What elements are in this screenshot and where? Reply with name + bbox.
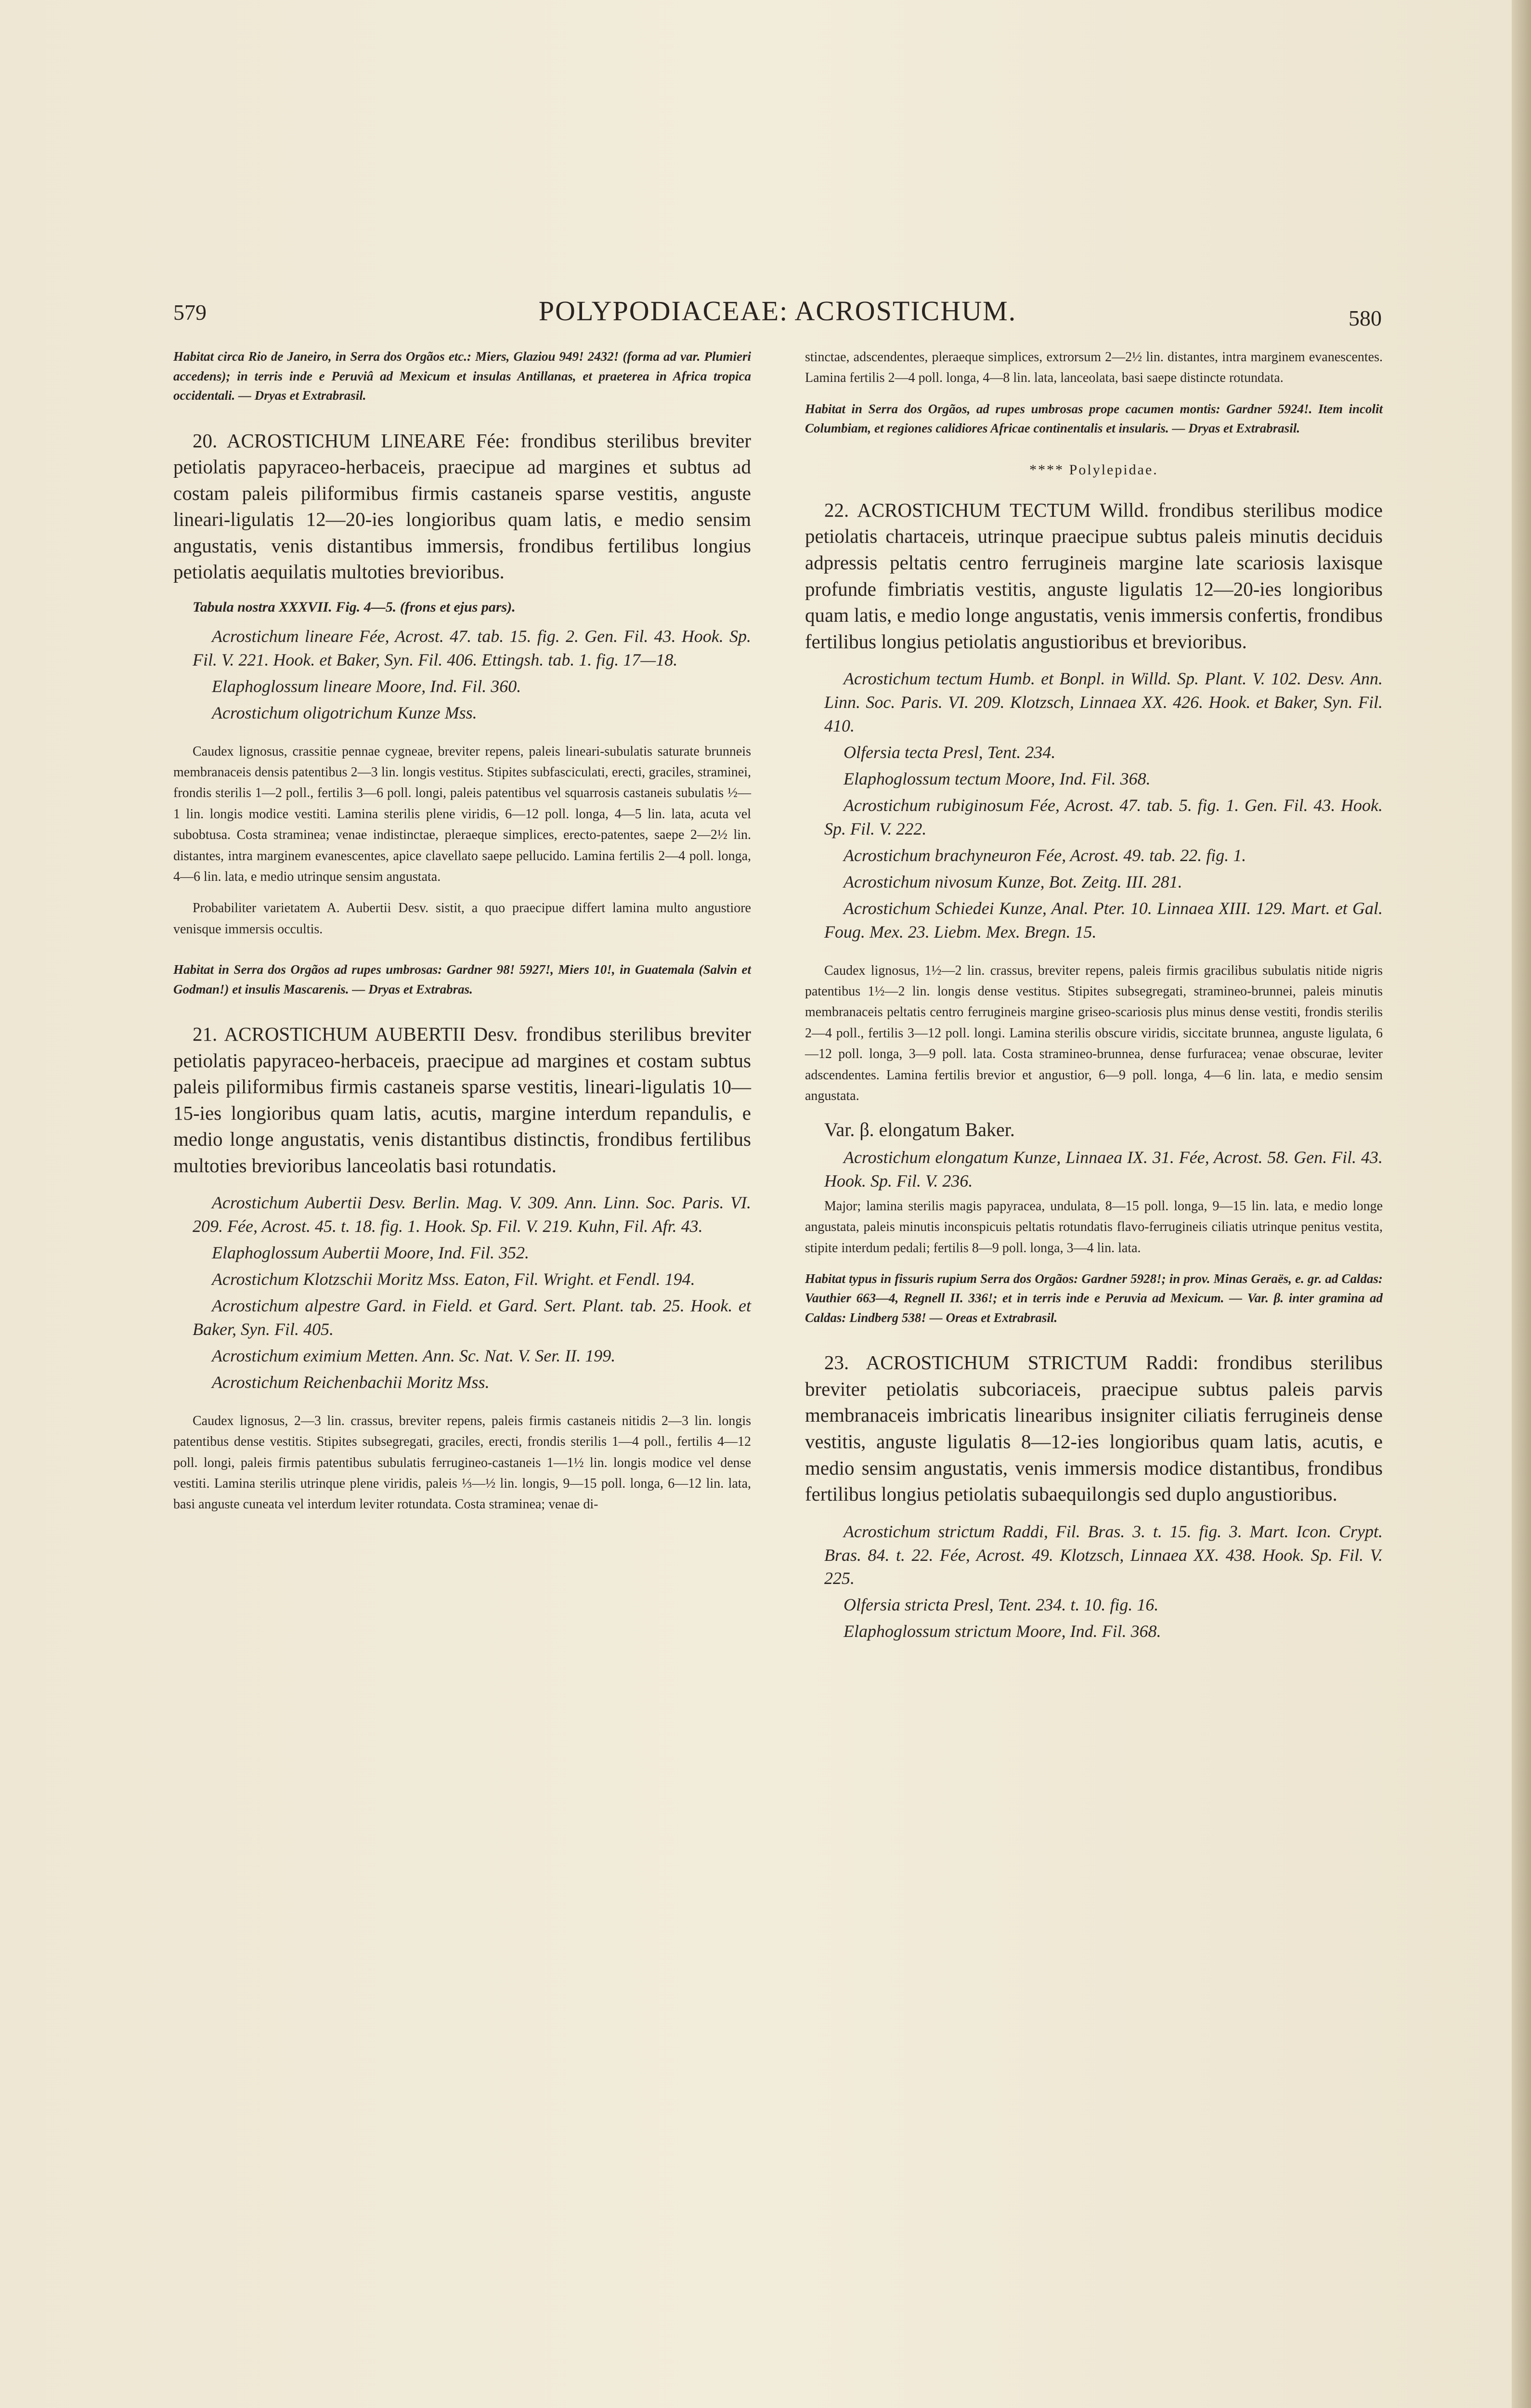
- synonym-entry: Acrostichum oligotrichum Kunze Mss.: [212, 703, 477, 722]
- page-title: POLYPODIACEAE: ACROSTICHUM.: [538, 295, 1017, 327]
- species-22-description: Caudex lignosus, 1½—2 lin. crassus, breviter repens, paleis firmis gracilibus subulatis nitide nigris patentibus 1½—2 lin. longis dense vestitus. Stipites subsegregati, stramineo-brunnei, paleis minutis membranaceis peltatis centro ferrugineis margine griseo-scariosis plus minus dense vestiti, frondis sterilis 2—4 poll., fertilis 3—12 poll. longi. Lamina sterilis obscure viridis, siccitate brunnea, anguste ligulata, 6—12 poll. longa, 3—9 poll. lata. Costa stramineo-brunnea, dense furfuracea; venae obscurae, leviter adscendentes. Lamina fertilis brevior et angustior, 6—9 poll. longa, 4—6 lin. lata, e medio sensim angustata.: [805, 963, 1383, 1103]
- page-number-right: 580: [1349, 306, 1382, 330]
- synonym-entry: Acrostichum Reichenbachii Moritz Mss.: [212, 1372, 490, 1392]
- synonym-entry: Olfersia tecta Presl, Tent. 234.: [843, 742, 1056, 762]
- section-heading: **** Polylepidae.: [1029, 461, 1158, 478]
- running-head: [173, 295, 1382, 333]
- species-21-habitat: Habitat in Serra dos Orgãos, ad rupes umbrosas prope cacumen montis: Gardner 5924!. Item incolit Columbiam, et regiones calidiores Africae continentalis et insularis. — Dryas et Extrabrasil.: [805, 401, 1383, 436]
- species-21-description-continued: stinctae, adscendentes, pleraeque simplices, extrorsum 2—2½ lin. distantes, intra marginem evanescentes. Lamina fertilis 2—4 poll. longa, 4—8 lin. lata, lanceolata, basi saepe distincte rotundata.: [805, 350, 1383, 386]
- plate-reference: Tabula nostra XXXVII. Fig. 4—5. (frons et ejus pars).: [193, 599, 516, 615]
- synonym-entry: Acrostichum eximium Metten. Ann. Sc. Nat. V. Ser. II. 199.: [212, 1346, 616, 1365]
- species-23-diagnosis: 23. ACROSTICHUM STRICTUM Raddi: frondibus sterilibus breviter petiolatis subcoriaceis, praecipue subtus paleis parvis membranaceis imbricatis linearibus insigniter ciliatis ferrugineis dense vestitis, anguste ligulatis 8—12-ies longioribus quam latis, acutis, e medio sensim angustatis, venis immersis modice distantibus, frondibus fertilibus longius petiolatis subaequilongis sed duplo angustioribus.: [805, 1351, 1383, 1505]
- species-22-diagnosis: 22. ACROSTICHUM TECTUM Willd. frondibus sterilibus modice petiolatis chartaceis, utrinque praecipue subtus paleis minutis deciduis adpressis peltatis centro ferrugineis margine late scariosis laxisque profunde fimbriatis vestitis, anguste ligulatis 12—20-ies longioribus quam latis, e medio longe angustatis, venis immersis confertis, frondibus fertilibus longius petiolatis angustioribus et brevioribus.: [805, 498, 1383, 653]
- synonym-entry: Olfersia stricta Presl, Tent. 234. t. 10. fig. 16.: [843, 1595, 1159, 1615]
- variety-description: Major; lamina sterilis magis papyracea, undulata, 8—15 poll. longa, 9—15 lin. lata, e medio longe angustata, paleis minutis inconspicuis peltatis rotundatis flavo-ferrugineis ciliatis utrinque penitus vestita, stipite interdum pedali; fertilis 8—9 poll. longa, 3—4 lin. lata.: [805, 1198, 1383, 1256]
- species-21-diagnosis: 21. ACROSTICHUM AUBERTII Desv. frondibus sterilibus breviter petiolatis papyraceo-herbaceis, praecipue ad margines et costam subtus paleis piliformibus firmis castaneis sparse vestitis, lineari-ligulatis 10—15-ies longioribus quam latis, acutis, margine interdum repandulis, e medio longe angustatis, venis distantibus distinctis, frondibus fertilibus multoties brevioribus lanceolatis basi rotundatis.: [173, 1023, 751, 1177]
- synonym-entry: Acrostichum alpestre Gard. in Field. et Gard. Sert. Plant. tab. 25. Hook. et Baker, Syn. Fil. 405.: [193, 1296, 751, 1339]
- species-20-description: Caudex lignosus, crassitie pennae cygneae, breviter repens, paleis lineari-subulatis saturate brunneis membranaceis densis patentibus 2—3 lin. longis vestitus. Stipites subfasciculati, erecti, graciles, straminei, frondis sterilis 1—2 poll., fertilis 3—6 poll. longi, paleis patentibus vel squarrosis castaneis subulatis ½—1 lin. longis modice vestiti. Lamina sterilis plene viridis, 6—12 poll. longa, 4—5 lin. lata, acuta vel subobtusa. Costa straminea; venae indistinctae, pleraeque simplices, erecto-patentes, saepe 2—2½ lin. distantes, intra marginem evanescentes, apice clavellato saepe pellucido. Lamina fertilis 2—4 poll. longa, 4—6 lin. lata, e medio utrinque sensim angustata.: [173, 744, 751, 884]
- synonym-entry: Elaphoglossum tectum Moore, Ind. Fil. 368.: [843, 769, 1151, 788]
- variety-synonym: Acrostichum elongatum Kunze, Linnaea IX. 31. Fée, Acrost. 58. Gen. Fil. 43. Hook. Sp. Fil. V. 236.: [824, 1147, 1383, 1191]
- page-number-left: 579: [173, 300, 207, 325]
- synonym-entry: Acrostichum tectum Humb. et Bonpl. in Willd. Sp. Plant. V. 102. Desv. Ann. Linn. Soc. Paris. VI. 209. Klotzsch, Linnaea XX. 426. Hook. et Baker, Syn. Fil. 410.: [824, 669, 1383, 735]
- book-spine: [1512, 0, 1531, 2408]
- habitat-paragraph: Habitat circa Rio de Janeiro, in Serra dos Orgãos etc.: Miers, Glaziou 949! 2432! (forma ad var. Plumieri accedens); in terris inde e Peruviâ ad Mexicum et insulas Antillanas, et praeterea in Africa tropica occidentali. — Dryas et Extrabrasil.: [173, 349, 751, 403]
- synonym-entry: Elaphoglossum strictum Moore, Ind. Fil. 368.: [843, 1622, 1161, 1641]
- species-20-synonyms: [173, 625, 751, 725]
- synonym-entry: Acrostichum rubiginosum Fée, Acrost. 47. tab. 5. fig. 1. Gen. Fil. 43. Hook. Sp. Fil. V. 222.: [824, 795, 1383, 838]
- species-20-habitat: Habitat in Serra dos Orgãos ad rupes umbrosas: Gardner 98! 5927!, Miers 10!, in Guatemala (Salvin et Godman!) et insulis Mascarenis. — Dryas et Extrabras.: [173, 962, 751, 996]
- species-21-synonyms: [173, 1191, 751, 1394]
- species-22-synonyms: [805, 667, 1383, 943]
- synonym-entry: Acrostichum Schiedei Kunze, Anal. Pter. 10. Linnaea XIII. 129. Mart. et Gal. Foug. Mex. 23. Liebm. Mex. Bregn. 15.: [824, 898, 1383, 942]
- left-column: [173, 347, 751, 1526]
- species-20-diagnosis: 20. ACROSTICHUM LINEARE Fée: frondibus sterilibus breviter petiolatis papyraceo-herbaceis, praecipue ad margines et subtus ad costam paleis piliformibus firmis castaneis sparse vestitis, anguste lineari-ligulatis 12—20-ies longioribus quam latis, e medio sensim angustatis, venis distantibus immersis, frondibus fertilibus longius petiolatis aequilatis multoties brevioribus.: [173, 429, 751, 583]
- synonym-entry: Acrostichum strictum Raddi, Fil. Bras. 3. t. 15. fig. 3. Mart. Icon. Crypt. Bras. 84. t. 22. Fée, Acrost. 49. Klotzsch, Linnaea XX. 438. Hook. Sp. Fil. V. 225.: [824, 1521, 1383, 1588]
- species-21-description: Caudex lignosus, 2—3 lin. crassus, breviter repens, paleis firmis castaneis nitidis 2—3 lin. longis patentibus dense vestitis. Stipites subsegregati, graciles, erecti, frondis sterilis 1—4 poll., fertilis 4—12 poll. longi, paleis firmis patentibus subulatis ferrugineo-castaneis 1—1½ lin. longis modice vel dense vestiti. Lamina sterilis utrinque plene viridis, paleis ⅓—½ lin. longis, 9—15 poll. longa, 6—12 lin. lata, basi anguste cuneata vel interdum leviter rotundata. Costa straminea; venae di-: [173, 1413, 751, 1512]
- synonym-entry: Acrostichum lineare Fée, Acrost. 47. tab. 15. fig. 2. Gen. Fil. 43. Hook. Sp. Fil. V. 221. Hook. et Baker, Syn. Fil. 406. Ettingsh. tab. 1. fig. 17—18.: [193, 626, 751, 669]
- synonym-entry: Acrostichum Klotzschii Moritz Mss. Eaton, Fil. Wright. et Fendl. 194.: [212, 1269, 695, 1289]
- synonym-entry: Acrostichum Aubertii Desv. Berlin. Mag. V. 309. Ann. Linn. Soc. Paris. VI. 209. Fée, Acrost. 45. t. 18. fig. 1. Hook. Sp. Fil. V. 219. Kuhn, Fil. Afr. 43.: [193, 1193, 751, 1236]
- synonym-entry: Elaphoglossum Aubertii Moore, Ind. Fil. 352.: [212, 1243, 529, 1263]
- synonym-entry: Acrostichum brachyneuron Fée, Acrost. 49. tab. 22. fig. 1.: [843, 845, 1246, 865]
- species-20-note: Probabiliter varietatem A. Aubertii Desv. sistit, a quo praecipue differt lamina multo angustiore venisque immersis occultis.: [173, 901, 751, 937]
- right-column: [805, 347, 1383, 1660]
- synonym-entry: Elaphoglossum lineare Moore, Ind. Fil. 360.: [212, 676, 521, 696]
- synonym-entry: Acrostichum nivosum Kunze, Bot. Zeitg. III. 281.: [843, 872, 1182, 891]
- variety-heading: Var. β. elongatum Baker.: [824, 1119, 1015, 1141]
- species-23-synonyms: [805, 1520, 1383, 1644]
- species-22-habitat: Habitat typus in fissuris rupium Serra dos Orgãos: Gardner 5928!; in prov. Minas Geraës, e. gr. ad Caldas: Vauthier 663—4, Regnell II. 336!; et in terris inde e Peruvia ad Mexicum. — Var. β. inter gramina ad Caldas: Lindberg 538! — Oreas et Extrabrasil.: [805, 1271, 1383, 1325]
